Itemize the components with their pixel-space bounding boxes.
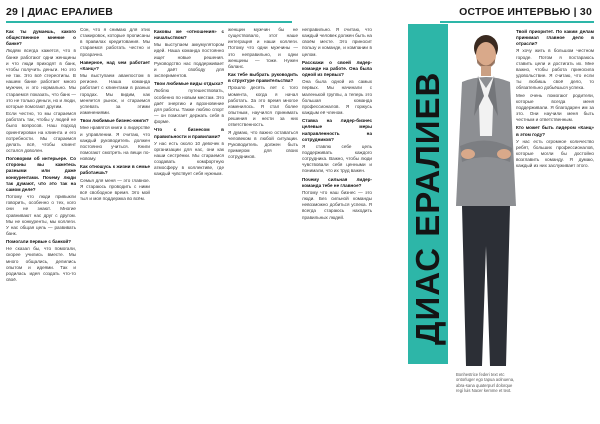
right-header-separator: | xyxy=(570,6,580,18)
interview-answer: Мне нравятся книги о лидерстве и управлении. Я считаю, что каждый руководитель должен постоянно учиться. Книги помогают смотреть на вещи по-новому. xyxy=(80,125,150,162)
text-column-5 xyxy=(302,27,372,417)
right-page-header xyxy=(459,6,592,20)
interview-answer: Сон, что я снимаю для этих стажировок, которые прописаны в правилах кредитования. Мы стараемся работать честно и прозрачно. xyxy=(80,27,150,57)
interview-answer: Она была одной из самых первых. Мы начинали с маленькой группы, а теперь это большая команда профессионалов. Я горжусь каждым её членом. xyxy=(302,79,372,116)
text-column-1 xyxy=(6,27,76,417)
interview-question: Твой приоритет. По каким делам принимал главное дело в отрасли? xyxy=(516,29,594,47)
interview-answer: Люблю путешествовать, особенно по новым местам. Это даёт энергию и вдохновение для работы. Также люблю спорт — он помогает держать себя в форме. xyxy=(154,88,224,125)
interview-question: Как тебе выбрать руководить в структуре правительства? xyxy=(228,72,298,84)
interview-answer: Я хочу жить в большом честном городе. Потом я постараюсь ставить цели и достигать их. Мне важно, чтобы работа приносила удовольствие. Я считаю, что если ты любишь своё дело, то обязательно добьёшься успеха. xyxy=(516,48,594,91)
text-column-7 xyxy=(516,27,594,417)
text-column-3 xyxy=(154,27,224,417)
text-column-2 xyxy=(80,27,150,417)
left-page-header xyxy=(6,6,113,20)
right-header-rule xyxy=(440,21,594,23)
interview-question: Как отношусь к жизни в семье работаешь? xyxy=(80,164,150,176)
interview-answer: Мы выступаем аккумулятором идей. Наша команда постоянно ищет новые решения. Руководство нас поддерживает и даёт свободу для экспериментов. xyxy=(154,42,224,79)
interview-answer: неправильно. Я считаю, что каждый человек должен быть на своём месте. Это приносит пользу и команде, и компании в целом. xyxy=(302,27,372,57)
interview-question: Расскажи о своей лидер-команде на работе. Она была одной из первых? xyxy=(302,59,372,78)
interview-answer: Не сказал бы, что помогали, скорее учились вместе. Мы много общались, делились опытом и идеями. Так и родилась идея создать что-то своё. xyxy=(6,246,76,283)
interview-question: Наверное, над чем работает «Канц»? xyxy=(80,59,150,71)
hero-name-vertical: ДИАС ЕРАЛИЕВ xyxy=(409,71,446,345)
interview-answer: Потому что наш бизнес — это люди. Без сильной команды невозможно добиться успеха. Я всегда стараюсь находить правильных людей. xyxy=(302,189,372,220)
interview-answer: Прошло десять лет с того момента, когда я начал работать. За это время многое изменилось. Я стал более опытным, научился принимать решения и нести за них ответственность. xyxy=(228,85,298,128)
interview-question: Как ты думаешь, какого общественное мнение о банке? xyxy=(6,29,76,47)
interview-answer: Семья для меня — это главное. Я стараюсь проводить с ними всё свободное время. Это мой тыл и моя поддержка во всём. xyxy=(80,177,150,202)
interview-answer: Мы выступаем аванпостом в регионе. Наша команда работает с клиентами в разных городах. Мы видим, как меняется рынок, и стараемся успевать за этими изменениями. xyxy=(80,73,150,116)
interview-answer: У нас есть огромное количество ребят, больших профессионалов, которые могли бы достойно возглавить команду. Я думаю, каждый из них заслуживает этого. xyxy=(516,138,594,169)
interview-question: Каковы же «отношения» с начальством? xyxy=(154,29,224,41)
right-page-title: ОСТРОЕ ИНТЕРВЬЮ xyxy=(459,6,571,18)
interview-answer: Потому что люди привыкли говорить, особенно о тех, кого они не знают. Многие сравнивают нас друг с другом. Мы не конкуренты, мы коллеги. У нас общая цель — развивать банк. xyxy=(6,194,76,236)
left-page-title: ДИАС ЕРАЛИЕВ xyxy=(27,6,114,18)
interview-question: Твои любимые бизнес-книги? xyxy=(80,118,149,124)
interview-answer: Я думаю, что важно оставаться человеком в любой ситуации. Руководитель должен быть примером для своих сотрудников. xyxy=(228,129,298,160)
interview-answer: Я ставлю себе цель поддерживать каждого сотрудника. Важно, чтобы люди чувствовали себя ценными и понимали, что их труд важен. xyxy=(302,143,372,174)
right-page-number: 30 xyxy=(579,6,592,18)
photo-caption: Bonhestrice federi text etc ontorluger ego tapua aolnuena, abra-sana quaterpurl dolorque regi luis Nacer kemme et text. xyxy=(456,372,515,394)
interview-question: Ставка на лидер-бизнес целевые меры направленность на сотрудников? xyxy=(302,118,372,142)
left-header-rule xyxy=(6,21,292,23)
left-page-number: 29 xyxy=(6,6,19,18)
interview-answer: У нас есть около 10 девочек в организации для нас, они как наши сестрёнки. Мы стараемся создавать комфортную атмосферу в коллективе, где каждый чувствует себя нужным. xyxy=(154,140,224,177)
interview-answer: Если честно, то мы стараемся работать так, чтобы у людей не было вопросов. Наш подход ориентирован на клиента и его потребности. Мы стараемся делать всё, чтобы клиент остался доволен. xyxy=(6,111,76,153)
interview-question: Кто может быть лидером «Канц» в этом году? xyxy=(516,125,594,137)
interview-question: Поговорим об интерьере. Со стороны вы кажетесь разными или даже конкурентами. Почему люди так думают, что это так на самом деле? xyxy=(6,156,76,192)
interview-question: Помогали первые с банкой? xyxy=(6,239,72,245)
interview-question: Что с бизнесом в правильности и правилами? xyxy=(154,127,224,139)
left-header-separator: | xyxy=(18,6,28,18)
portrait-photo xyxy=(448,26,518,370)
interview-answer: Мне очень помогают родители, которые всегда меня поддерживали. Я благодарен им за это. Они научили меня быть честным и ответственным. xyxy=(516,92,594,123)
interview-question: Твои любимые виды отдыха? xyxy=(154,81,224,87)
text-column-4 xyxy=(228,27,298,417)
interview-question: Почему сильная лидер-команда тебе не главное? xyxy=(302,176,372,188)
interview-answer: Людям всегда кажется, что в банке работают одни женщины и что люди приходят в банк, чтобы получить деньги. Но это не так. Это всё стереотипы. В нашем банке работает много мужчин, и это нормально. Мы стараемся показать, что банк — это не только деньги, но и люди, которые помогают другим. xyxy=(6,48,76,109)
interview-answer: женщин мужчин бы не существовало, этот наше интеграция и наши коллеги. Потому что одни мужчины — это неправильно, и одни женщины — тоже. Нужен баланс. xyxy=(228,27,298,69)
